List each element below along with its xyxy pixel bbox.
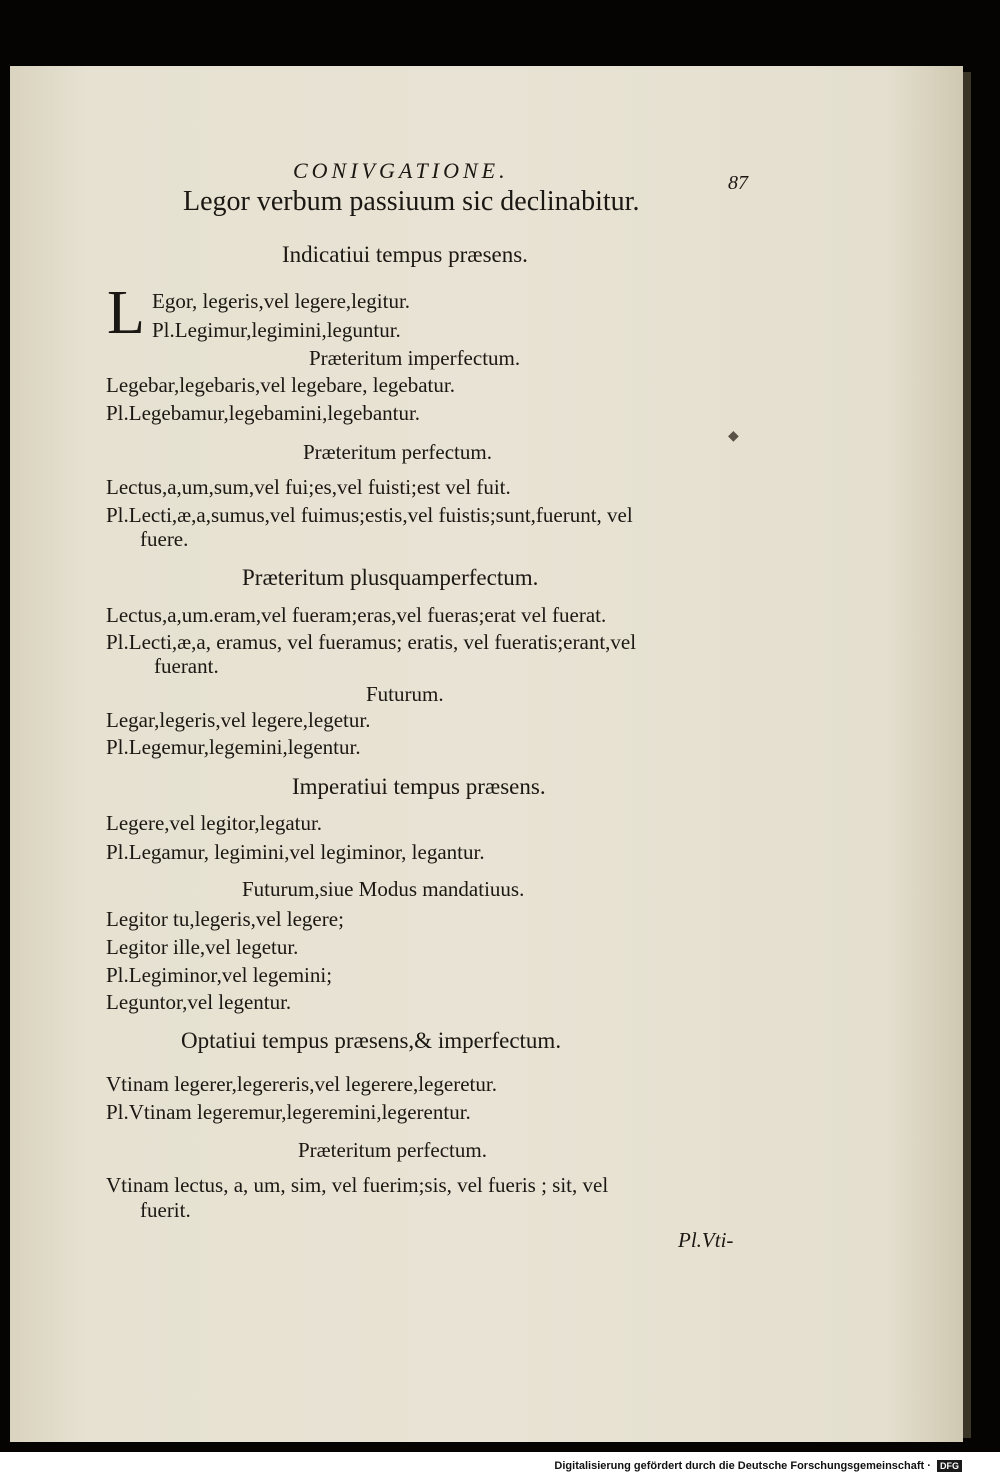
text-line: Legitor tu,legeris,vel legere;	[106, 907, 344, 931]
credit-text: Digitalisierung gefördert durch die Deutsche Forschungsgemeinschaft ·	[554, 1459, 931, 1472]
text-line: Pl.Vtinam legeremur,legeremini,legerentur.	[106, 1100, 471, 1124]
book-page	[10, 66, 963, 1442]
text-line: Pl.Legimur,legimini,leguntur.	[152, 318, 401, 342]
text-line: Legebar,legebaris,vel legebare, legebatur.	[106, 373, 455, 397]
digitization-credit	[554, 1460, 962, 1472]
section-heading: Futurum,siue Modus mandatiuus.	[242, 877, 525, 901]
drop-initial: L	[107, 279, 145, 347]
running-head: CONIVGATIONE.	[293, 158, 509, 183]
text-line: Legar,legeris,vel legere,legetur.	[106, 708, 371, 732]
page-edge	[963, 72, 971, 1438]
text-line: Pl.Legebamur,legebamini,legebantur.	[106, 401, 421, 425]
section-heading: Indicatiui tempus præsens.	[282, 242, 528, 267]
section-heading: Futurum.	[366, 682, 444, 706]
text-line: Pl.Lecti,æ,a, eramus, vel fueramus; eratis, vel fueratis;erant,vel	[106, 630, 637, 654]
text-line: fuerant.	[154, 654, 219, 678]
section-heading: Præteritum perfectum.	[303, 440, 492, 464]
text-line: Pl.Legamur, legimini,vel legiminor, legantur.	[106, 840, 485, 864]
text-line: Leguntor,vel legentur.	[106, 990, 292, 1014]
page-number: 87	[728, 172, 748, 194]
text-line: Legitor ille,vel legetur.	[106, 935, 299, 959]
page-title: Legor verbum passiuum sic declinabitur.	[183, 186, 640, 217]
section-heading: Præteritum imperfectum.	[309, 346, 521, 370]
section-heading: Imperatiui tempus præsens.	[292, 774, 546, 799]
text-line: Lectus,a,um,sum,vel fui;es,vel fuisti;est vel fuit.	[106, 475, 511, 499]
section-heading: Optatiui tempus præsens,& imperfectum.	[181, 1028, 562, 1053]
text-line: Lectus,a,um.eram,vel fueram;eras,vel fueras;erat vel fuerat.	[106, 603, 607, 627]
text-line: Legere,vel legitor,legatur.	[106, 811, 323, 835]
text-line: fuerit.	[140, 1198, 191, 1222]
section-heading: Præteritum perfectum.	[298, 1138, 487, 1162]
section-heading: Præteritum plusquamperfectum.	[242, 565, 539, 590]
dfg-logo: DFG	[937, 1460, 962, 1472]
catchword: Pl.Vti-	[678, 1228, 734, 1252]
text-line: Egor, legeris,vel legere,legitur.	[152, 289, 411, 313]
text-line: Pl.Legiminor,vel legemini;	[106, 963, 333, 987]
text-line: Vtinam legerer,legereris,vel legerere,legeretur.	[106, 1072, 497, 1096]
ink-blot: ◆	[728, 429, 739, 444]
text-line: Vtinam lectus, a, um, sim, vel fuerim;sis, vel fueris ; sit, vel	[106, 1173, 609, 1197]
text-line: Pl.Legemur,legemini,legentur.	[106, 735, 361, 759]
text-line: Pl.Lecti,æ,a,sumus,vel fuimus;estis,vel fuistis;sunt,fuerunt, vel	[106, 503, 633, 527]
text-line: fuere.	[140, 527, 189, 551]
